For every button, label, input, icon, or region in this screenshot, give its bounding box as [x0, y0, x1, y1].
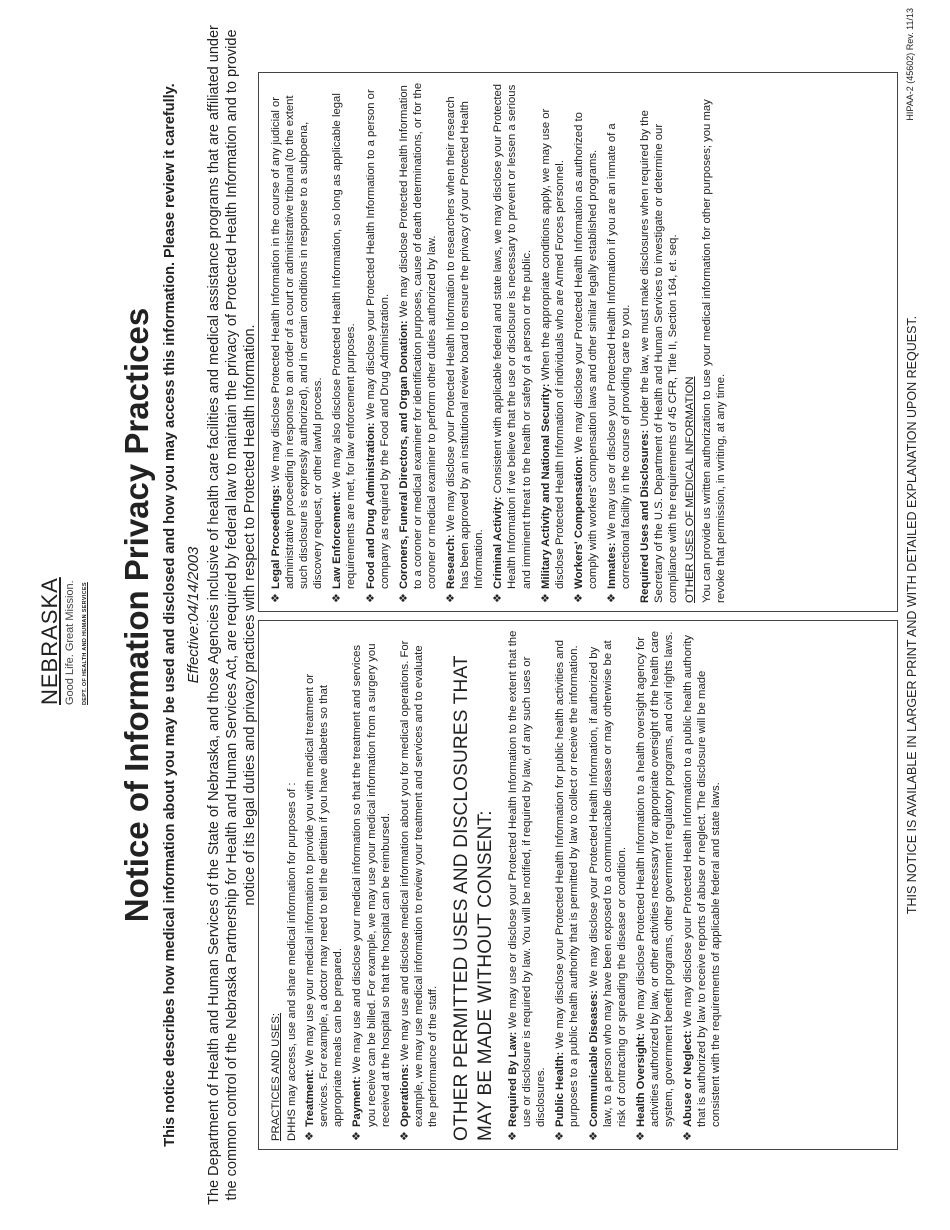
- permitted-item: [587, 629, 629, 1141]
- practice-label: Operations:: [398, 1063, 411, 1127]
- bullet-icon: ❖: [331, 593, 344, 603]
- other-uses-heading: OTHER USES OF MEDICAL INFORMATION: [684, 376, 697, 603]
- nebraska-logo: [38, 545, 88, 705]
- disclosure-text: Consistent with applicable federal and state laws, we may disclose your Protected Health Information if we believe that the use or disclosure is necessary to prevent or lessen a serious and imminent threat to the health or safety of a person or the public.: [492, 83, 533, 589]
- bullet-icon: ❖: [270, 593, 282, 603]
- disclosure-label: Research:: [445, 534, 458, 589]
- disclosure-label: Criminal Activity:: [492, 496, 505, 589]
- disclosure-label: Food and Drug Administration:: [364, 422, 377, 589]
- practice-text: We may use and disclose your medical information so that the treatment and services you receive can be billed. For example, we may use your medical information from a surgery you received at the hospital so that the hospital can be reimbursed.: [351, 643, 392, 1127]
- practices-intro: DHHS may access, use and share medical information for purposes of :: [286, 782, 299, 1141]
- bullet-icon: ❖: [351, 1131, 364, 1141]
- permitted-label: Health Oversight:: [634, 1032, 647, 1127]
- permitted-label: Abuse or Neglect:: [682, 1030, 695, 1127]
- permitted-text: We may disclose your Protected Health Information for public health activities and purposes to a public health authority that is permitted by law to collect or receive the information.: [554, 639, 581, 1127]
- disclosure-item: [397, 81, 439, 603]
- bullet-icon: ❖: [507, 1131, 520, 1141]
- disclosure-label: Inmates:: [605, 542, 618, 589]
- disclosure-text: We may disclose Protected Health Information to a coroner or medical examiner for identification purposes, cause of death determinations, or for the coroner or medical examiner to perform other duties authorized by law.: [397, 82, 438, 589]
- bullet-icon: ❖: [587, 1131, 600, 1141]
- disclosure-label: Military Activity and National Security:: [539, 383, 552, 589]
- permitted-label: Required By Law:: [507, 1031, 520, 1127]
- permitted-label: Public Health:: [554, 1051, 567, 1127]
- disclosure-item: [572, 81, 600, 603]
- disclosure-label: Workers' Compensation:: [572, 455, 585, 589]
- permitted-heading: OTHER PERMITTED USES AND DISCLOSURES THAT MAY BE MADE WITHOUT CONSENT:: [451, 655, 497, 1141]
- practice-item: [398, 629, 440, 1141]
- form-id: HIPAA-2 (45602) Rev. 11/13: [905, 8, 915, 121]
- permitted-item: [506, 629, 548, 1141]
- logo-department: DEPT. OF HEALTH AND HUMAN SERVICES: [82, 582, 88, 705]
- disclosure-text: When the appropriate conditions apply, we may use or disclose Protected Health Information of individuals who are Armed Forces personnel.: [539, 108, 566, 589]
- effective-date: Effective:04/14/2003: [185, 546, 202, 684]
- disclosure-item: [605, 81, 633, 603]
- practice-text: We may use your medical information to provide you with medical treatment or services. For example, a doctor may need to tell the dietitian if you have diabetes so that appropriate meals can be prepared.: [304, 673, 345, 1127]
- permitted-item: [553, 629, 581, 1141]
- bullet-icon: ❖: [682, 1131, 695, 1141]
- intro-paragraph: The Department of Health and Human Services of the State of Nebraska, and those Agencies inclusive of health care facilities and medical assistance programs that are affiliated under the common control of the Nebraska Partnership for Health and Human Services Act, are required by federal law to maintain the privacy of Protected Health Information and to provide notice of its legal duties and privacy practices with respect to Protected Health Information.: [206, 25, 258, 1205]
- disclosure-item: [491, 81, 533, 603]
- bullet-icon: ❖: [634, 1131, 647, 1141]
- bullet-icon: ❖: [304, 1131, 317, 1141]
- practice-item: [350, 629, 392, 1141]
- disclosure-item: [330, 81, 358, 603]
- required-uses: [638, 81, 680, 603]
- disclosure-item: [364, 81, 392, 603]
- bullet-icon: ❖: [605, 593, 618, 603]
- disclosure-text: We may also disclose Protected Health Information, so long as applicable legal requirements are met, for law enforcement purposes.: [331, 93, 358, 589]
- disclosure-text: We may disclose your Protected Health Information as authorized to comply with workers' compensation laws and other similar legally established programs.: [572, 112, 599, 589]
- bullet-icon: ❖: [572, 593, 585, 603]
- disclosure-item: [444, 81, 486, 603]
- permitted-text: We may disclose your Protected Health Information to a public health authority that is authorized by law to receive reports of abuse or neglect. The disclosure will be made consistent with the requirements of applicable federal and state laws.: [682, 634, 723, 1127]
- practice-label: Payment:: [351, 1076, 364, 1127]
- required-text: Under the law, we must make disclosures when required by the Secretary of the U.S. Department of Health and Human Services to investigate or determine our compliance with the requirements of 45 CFR, Title II, Section 164, et. seq.: [639, 110, 680, 603]
- permitted-text: We may use or disclose your Protected Health Information to the extent that the use or disclosure is required by law. You will be notified, if required by law, of any such uses or disclosures.: [507, 630, 548, 1127]
- disclosure-label: Coroners, Funeral Directors, and Organ Donation:: [397, 320, 410, 589]
- left-column: [258, 620, 898, 1150]
- bullet-icon: ❖: [398, 1131, 411, 1141]
- bullet-icon: ❖: [445, 593, 458, 603]
- bullet-icon: ❖: [539, 593, 552, 603]
- permitted-text: We may disclose your Protected Health Information, if authorized by law, to a person who may have been exposed to a communicable disease or may otherwise be at risk of contracting or spreading the disease or condition.: [587, 640, 628, 1127]
- logo-tagline: Good Life. Great Mission.: [64, 580, 76, 705]
- bullet-icon: ❖: [554, 1131, 567, 1141]
- intro-bold: This notice describes how medical information about you may be used and disclosed and how you may access this information. Please review it carefully.: [162, 83, 178, 1147]
- disclosure-text: We may disclose your Protected Health Information to a person or company as required by the Food and Drug Administration.: [364, 89, 391, 589]
- right-column: [258, 72, 898, 612]
- other-uses-text: You can provide us written authorization to use your medical information for other purposes; you may revoke that permission, in writing, at any time.: [700, 99, 727, 603]
- disclosure-text: We may disclose your Protected Health Information to researchers when their research has been approved by an institutional review board to ensure the privacy of your Protected Health Information.: [445, 96, 486, 589]
- disclosure-label: Legal Proceedings:: [270, 484, 282, 589]
- practices-heading: PRACTICES AND USES:: [270, 1012, 282, 1141]
- logo-name: NEBRASKA: [37, 577, 62, 705]
- permitted-item: [681, 629, 723, 1141]
- footer-notice: THIS NOTICE IS AVAILABLE IN LARGER PRINT AND WITH DETAILED EXPLANATION UPON REQUEST.: [905, 315, 919, 915]
- practice-label: Treatment:: [304, 1069, 317, 1127]
- required-label: Required Uses and Disclosures:: [639, 429, 652, 603]
- disclosure-text: We may disclose Protected Health Information in the course of any judicial or administrative proceeding in response to an order of a court or administrative tribunal (to the extent such disclosure is expressly authorized), and in certain conditions in response to a subpoena, discovery request, or other lawful process.: [270, 95, 325, 589]
- bullet-icon: ❖: [397, 593, 410, 603]
- disclosure-label: Law Enforcement:: [331, 491, 344, 589]
- permitted-text: We may disclose Protected Health Information to a health oversight agency for activities authorized by law, or other activities necessary for appropriate oversight of the health care system, government benefit programs, other government regulatory programs, and civil rights laws.: [634, 630, 675, 1127]
- permitted-item: [634, 629, 676, 1141]
- practice-text: We may use and disclose medical information about you for medical operations. For example, we may use medical information to review your treatment and services and to evaluate the performance of the staff.: [398, 640, 439, 1127]
- disclosure-item: [539, 81, 567, 603]
- disclosure-text: We may use or disclose your Protected Health Information if you are an inmate of a correctional facility in the course of providing care to you.: [605, 123, 633, 589]
- permitted-label: Communicable Diseases:: [587, 990, 600, 1127]
- bullet-icon: ❖: [492, 593, 505, 603]
- practice-item: [303, 629, 345, 1141]
- disclosure-item: [269, 81, 325, 603]
- bullet-icon: ❖: [364, 593, 377, 603]
- page-title: Notice of Information Privacy Practices: [118, 307, 155, 923]
